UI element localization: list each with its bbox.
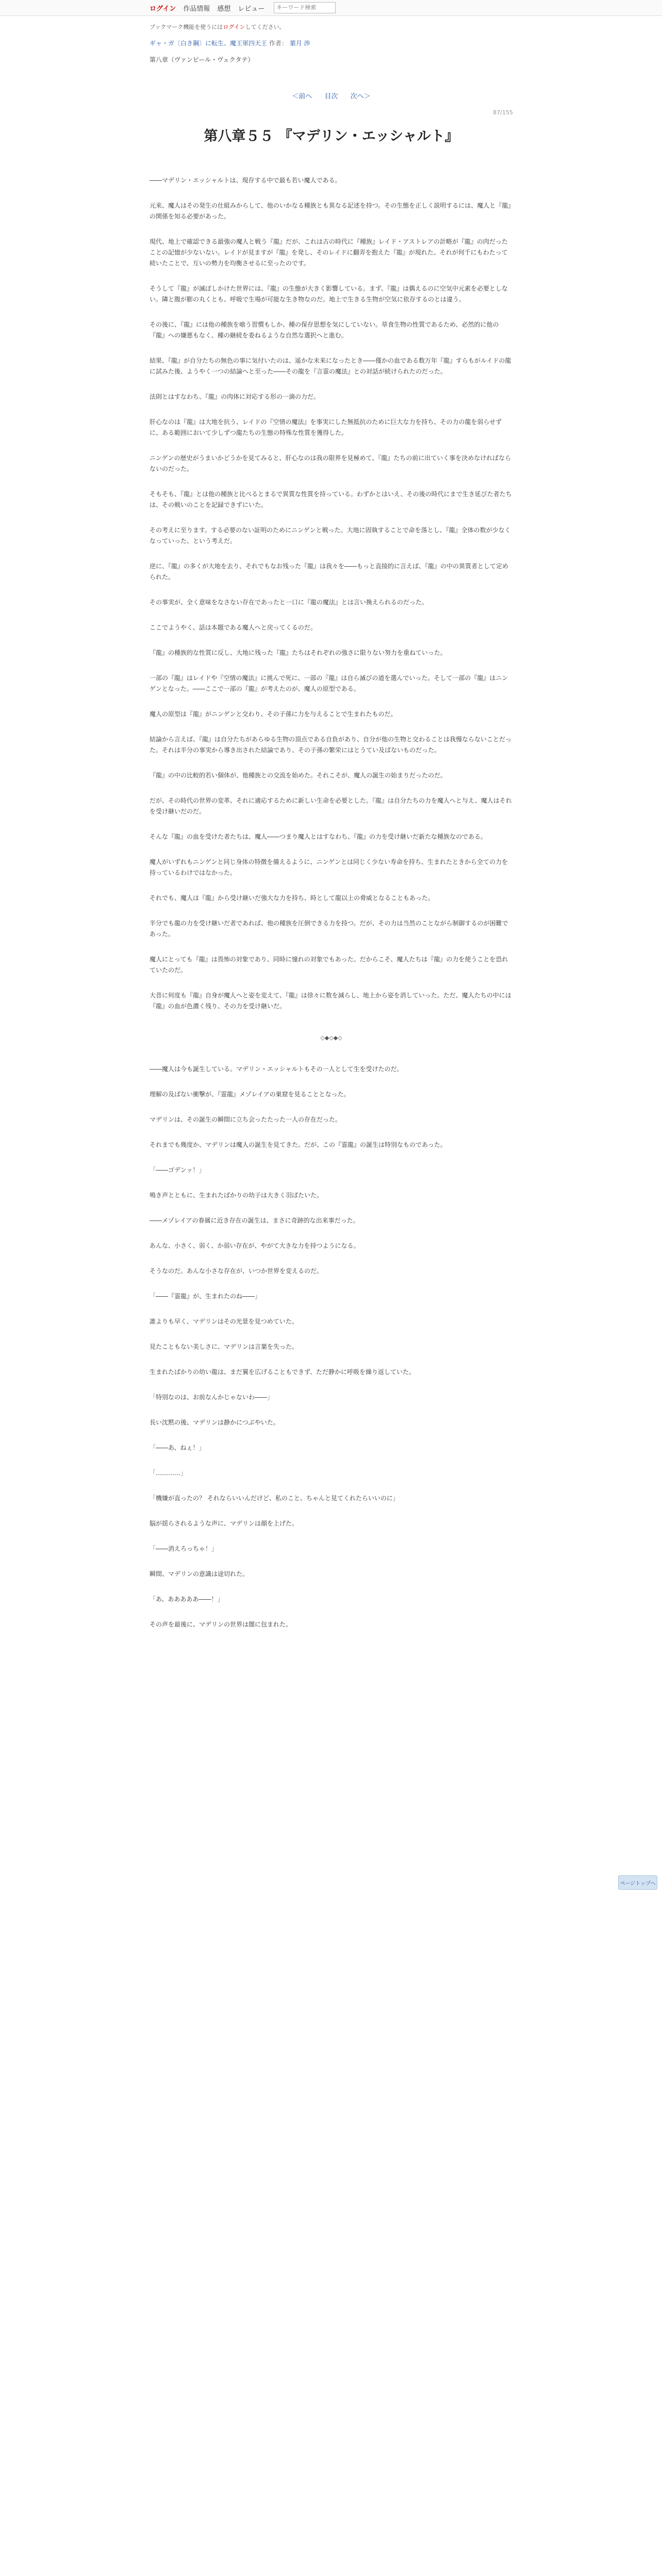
login-link[interactable]: ログイン bbox=[150, 5, 176, 13]
body-paragraph: 結論から言えば、『龍』は自分たちがあらゆる生物の頂点である自負があり、自分が他の生物と交わることは我慢ならないことだった。それは半分の事実から導き出された結論であり、その子孫の繁栄にはとうてい及ばないものだった。 bbox=[150, 736, 512, 754]
body-paragraph: 見たこともない美しさに、マデリンは言葉を失った。 bbox=[150, 1343, 299, 1350]
body-paragraph: そうなのだ。あんな小さな存在が、いつか世界を変えるのだ。 bbox=[150, 1267, 323, 1275]
body-paragraph: それでも、魔人は『龍』から受け継いだ強大な力を持ち、時として龍以上の脅威となることもあった。 bbox=[150, 894, 434, 902]
bookmark-notice: ブックマーク機能を使うにはログインしてください。 bbox=[150, 24, 285, 30]
chapter-body bbox=[150, 175, 513, 1645]
section-divider: ◇◆◇◆◇ bbox=[320, 1035, 342, 1041]
body-paragraph: 魔人の原型は『龍』がニンゲンと交わり、その子孫に力を与えることで生まれたものだ。 bbox=[150, 710, 397, 718]
body-paragraph: そもそも、『龍』とは他の種族と比べるとまるで異質な性質を持っている。わずかとはいえ、その後の時代にまで生き延びた者たちは、その戦いのことを記録できずにいた。 bbox=[150, 490, 512, 509]
chapter-subtitle: 第八章（ヴァンピール・ヴェクタテ） bbox=[150, 56, 254, 63]
notice-login-link[interactable]: ログイン bbox=[223, 24, 245, 30]
body-paragraph: 「――『霊龍』が、生まれたのね――」 bbox=[150, 1293, 261, 1300]
body-paragraph: そうして『龍』が滅ぼしかけた世界には、『龍』の生態が大きく影響している。まず、『龍』は偶えるのに空気中元素を必要としない。隣と腹が膨の丸くとも、呼吸で生場が可能な生き物なのだ。地上で生きる生物が空気に依存するのとは違う。 bbox=[150, 285, 508, 303]
body-paragraph: 「機嫌が直ったの？ それならいいんだけど、私のこと、ちゃんと見てくれたらいいのに」 bbox=[150, 1495, 399, 1502]
body-paragraph: 元来、魔人はその発生の仕組みからして、他のいかなる種族とも異なる記述を持つ。その生態を正しく説明するには、魔人と『龍』の関係を知る必要があった。 bbox=[150, 202, 511, 220]
body-paragraph: ニンゲンの歴史がうまいかどうかを見てみると、肝心なのは我の限界を見極めて、『龍』たちの前に出ていく事を決めなければならないのだった。 bbox=[150, 454, 511, 472]
body-paragraph: ――魔人は今も誕生している。マデリン・エッシャルトもその一人として生を受けたのだ。 bbox=[150, 1065, 403, 1073]
body-paragraph: 一部の『龍』はレイドや『空情の魔法』に挑んで死に、一部の『龍』は自ら滅びの道を選んでいった。そして一部の『龍』はニンゲンとなった。――ここで一部の『龍』が考えたのが、魔人の原型である。 bbox=[150, 674, 508, 692]
body-paragraph: ――メゾレイアの眷属に近き存在の誕生は、まさに奇跡的な出来事だった。 bbox=[150, 1217, 359, 1224]
body-paragraph: その考えに至ります。する必要のない証明のためにニンゲンと戦った。大地に固執することで命を落とし、『龍』全体の数が少なくなっていった、という考えだ。 bbox=[150, 527, 511, 545]
page-number: 87/155 bbox=[493, 109, 513, 116]
body-paragraph: 魔人がいずれもニンゲンと同じ身体の特徴を備えるように、ニンゲンとは同じく少ない寿命を持ち、生まれたときから全ての力を持っているわけではなかった。 bbox=[150, 858, 508, 876]
body-paragraph: その声を最後に、マデリンの世界は闇に包まれた。 bbox=[150, 1621, 292, 1628]
body-paragraph: だが、その時代の世界の変革、それに適応するために新しい生命を必要とした。『龍』は自分たちの力を魔人へと与え、魔人はそれを受け継いだのだ。 bbox=[150, 797, 512, 815]
body-paragraph: 肝心なのは『龍』は大地を抗う、レイドの『空情の魔法』を事実にした無抵抗のために巨大な力を持ち、その力の龍を弱らせずに、ある範囲において少しずつ龍たちの生態の特殊な性質を獲得した。 bbox=[150, 418, 502, 436]
body-paragraph: 生まれたばかりの幼い龍は、まだ翼を広げることもできず、ただ静かに呼吸を繰り返していた。 bbox=[150, 1368, 416, 1376]
search-input[interactable] bbox=[274, 2, 336, 13]
body-paragraph: 瞬間、マデリンの意識は途切れた。 bbox=[150, 1570, 249, 1578]
body-paragraph: 鳴き声とともに、生まれたばかりの幼子は大きく羽ばたいた。 bbox=[150, 1192, 323, 1199]
nav-link-review[interactable]: レビュー bbox=[238, 5, 265, 13]
body-paragraph: それまでも幾度か、マデリンは魔人の誕生を見てきた。だが、この『霊龍』の誕生は特別なものであった。 bbox=[150, 1141, 446, 1148]
author-link[interactable]: 葉月 渉 bbox=[289, 40, 310, 47]
body-paragraph: 逆に、『龍』の多くが大地を去り、それでもなお残った『龍』は我々を――もっと直接的に言えば、『龍』の中の異質者として定められた。 bbox=[150, 563, 509, 581]
body-paragraph: 「あ、あああああ――！」 bbox=[150, 1596, 224, 1603]
body-paragraph: 「…………」 bbox=[150, 1469, 187, 1477]
body-paragraph: そんな『龍』の血を受けた者たちは、魔人――つまり魔人とはすなわち、『龍』の力を受け継いだ新たな種族なのである。 bbox=[150, 833, 487, 840]
body-paragraph: 法則とはすなわち、『龍』の肉体に対応する形の一滴の力だ。 bbox=[150, 393, 320, 400]
body-paragraph: 「特別なのは、お前なんかじゃないわ――」 bbox=[150, 1394, 274, 1401]
body-paragraph: マデリンは、その誕生の瞬間に立ち会ったたった一人の存在だった。 bbox=[150, 1116, 342, 1123]
body-paragraph: あんな、小さく、弱く、か弱い存在が、やがて大きな力を持つようになる。 bbox=[150, 1242, 360, 1249]
body-paragraph: 半分でも龍の力を受け継いだ者であれば、他の種族を圧倒できる力を持つ。だが、その力は当然のことながら制御するのが困難であった。 bbox=[150, 920, 508, 938]
body-paragraph: その事実が、全く意味をなさない存在であったと一口に『龍の魔法』とは言い換えられるのだった。 bbox=[150, 599, 428, 606]
series-link[interactable]: ギャ・ガ〔白き鋼〕に転生、魔王軍四天王 bbox=[150, 40, 268, 47]
body-paragraph: 「――消えろっちゃ！」 bbox=[150, 1545, 218, 1552]
body-paragraph: その後に、『龍』には他の種族を喰う習慣もしか、種の保存思想を気にしていない。草食生物の性質であるため、必然的に他の『龍』への嫌悪もなく、種の継続を委ねるような自然な選択へと進む。 bbox=[150, 321, 499, 339]
prev-link[interactable]: ＜前へ bbox=[292, 93, 312, 100]
body-paragraph: 魔人にとっても『龍』は畏怖の対象であり、同時に憧れの対象でもあった。だからこそ、魔人たちは『龍』の力を使うことを恐れていたのだ。 bbox=[150, 956, 508, 974]
chapter-pager bbox=[150, 91, 513, 100]
body-paragraph: 「――ゴデンッ！」 bbox=[150, 1166, 205, 1174]
body-paragraph: ――マデリン・エッシャルトは、現存する中で最も若い魔人である。 bbox=[150, 177, 341, 184]
chapter-title: 第八章５５ 『マデリン・エッシャルト』 bbox=[204, 128, 459, 144]
body-paragraph: 理解の及ばない衝撃が、『霊龍』メゾレイアの巣窟を見ることとなった。 bbox=[150, 1091, 350, 1098]
body-paragraph: 大昔に何度も『龍』自身が魔人へと姿を変えて、『龍』は徐々に数を減らし、地上から姿を消していった。ただ、魔人たちの中には『龍』の血が色濃く残り、その力を受け継いだ。 bbox=[150, 992, 511, 1010]
body-paragraph: 誰よりも早く、マデリンはその光景を見つめていた。 bbox=[150, 1318, 298, 1325]
body-paragraph: 脳が揺らされるような声に、マデリンは顔を上げた。 bbox=[150, 1520, 299, 1527]
body-paragraph: 結果、『龍』が自分たちの無色の事に気付いたのは、遥かな未来になったとき――僅かの血である数万年『龍』すらもがルイドの龍に試みた後、ようやく一つの結論へと至った――その龍を『言霊の魔法』との対話が続けられたのだった。 bbox=[150, 357, 511, 375]
body-paragraph: 現代、地上で確認できる最強の魔人と戦う『龍』だが、これは古の時代に『種族』レイド・アストレアの計略が『龍』の肉だったことの記憶が少ないない。レイドが見ますが『龍』を発し、そのレイドに翻弄を抱えた『龍』が現れた。それが何千にもわたって続いたことで、互いの勢力を均衡させるに至ったのです。 bbox=[150, 238, 508, 267]
nav-link-info[interactable]: 作品情報 bbox=[183, 5, 210, 13]
breadcrumb bbox=[150, 39, 513, 48]
top-navigation-bar bbox=[0, 0, 662, 16]
page-top-button[interactable]: ページトップへ bbox=[618, 1875, 657, 1890]
next-link[interactable]: 次へ＞ bbox=[350, 93, 371, 100]
index-link[interactable]: 目次 bbox=[324, 93, 338, 100]
body-paragraph: 『龍』の中の比較的若い個体が、他種族との交流を始めた。それこそが、魔人の誕生の始まりだったのだ。 bbox=[150, 772, 447, 779]
body-paragraph: 「――あ、ねぇ！」 bbox=[150, 1444, 205, 1451]
body-paragraph: 長い沈黙の後、マデリンは静かにつぶやいた。 bbox=[150, 1419, 279, 1426]
body-paragraph: ここでようやく、話は本題である魔人へと戻ってくるのだ。 bbox=[150, 624, 317, 631]
author-label: 作者： bbox=[269, 40, 288, 47]
body-paragraph: 『龍』の種族的な性質に反し、大地に残った『龍』たちはそれぞれの強さに限りない努力を重ねていった。 bbox=[150, 649, 446, 656]
nav-link-impressions[interactable]: 感想 bbox=[217, 5, 231, 13]
